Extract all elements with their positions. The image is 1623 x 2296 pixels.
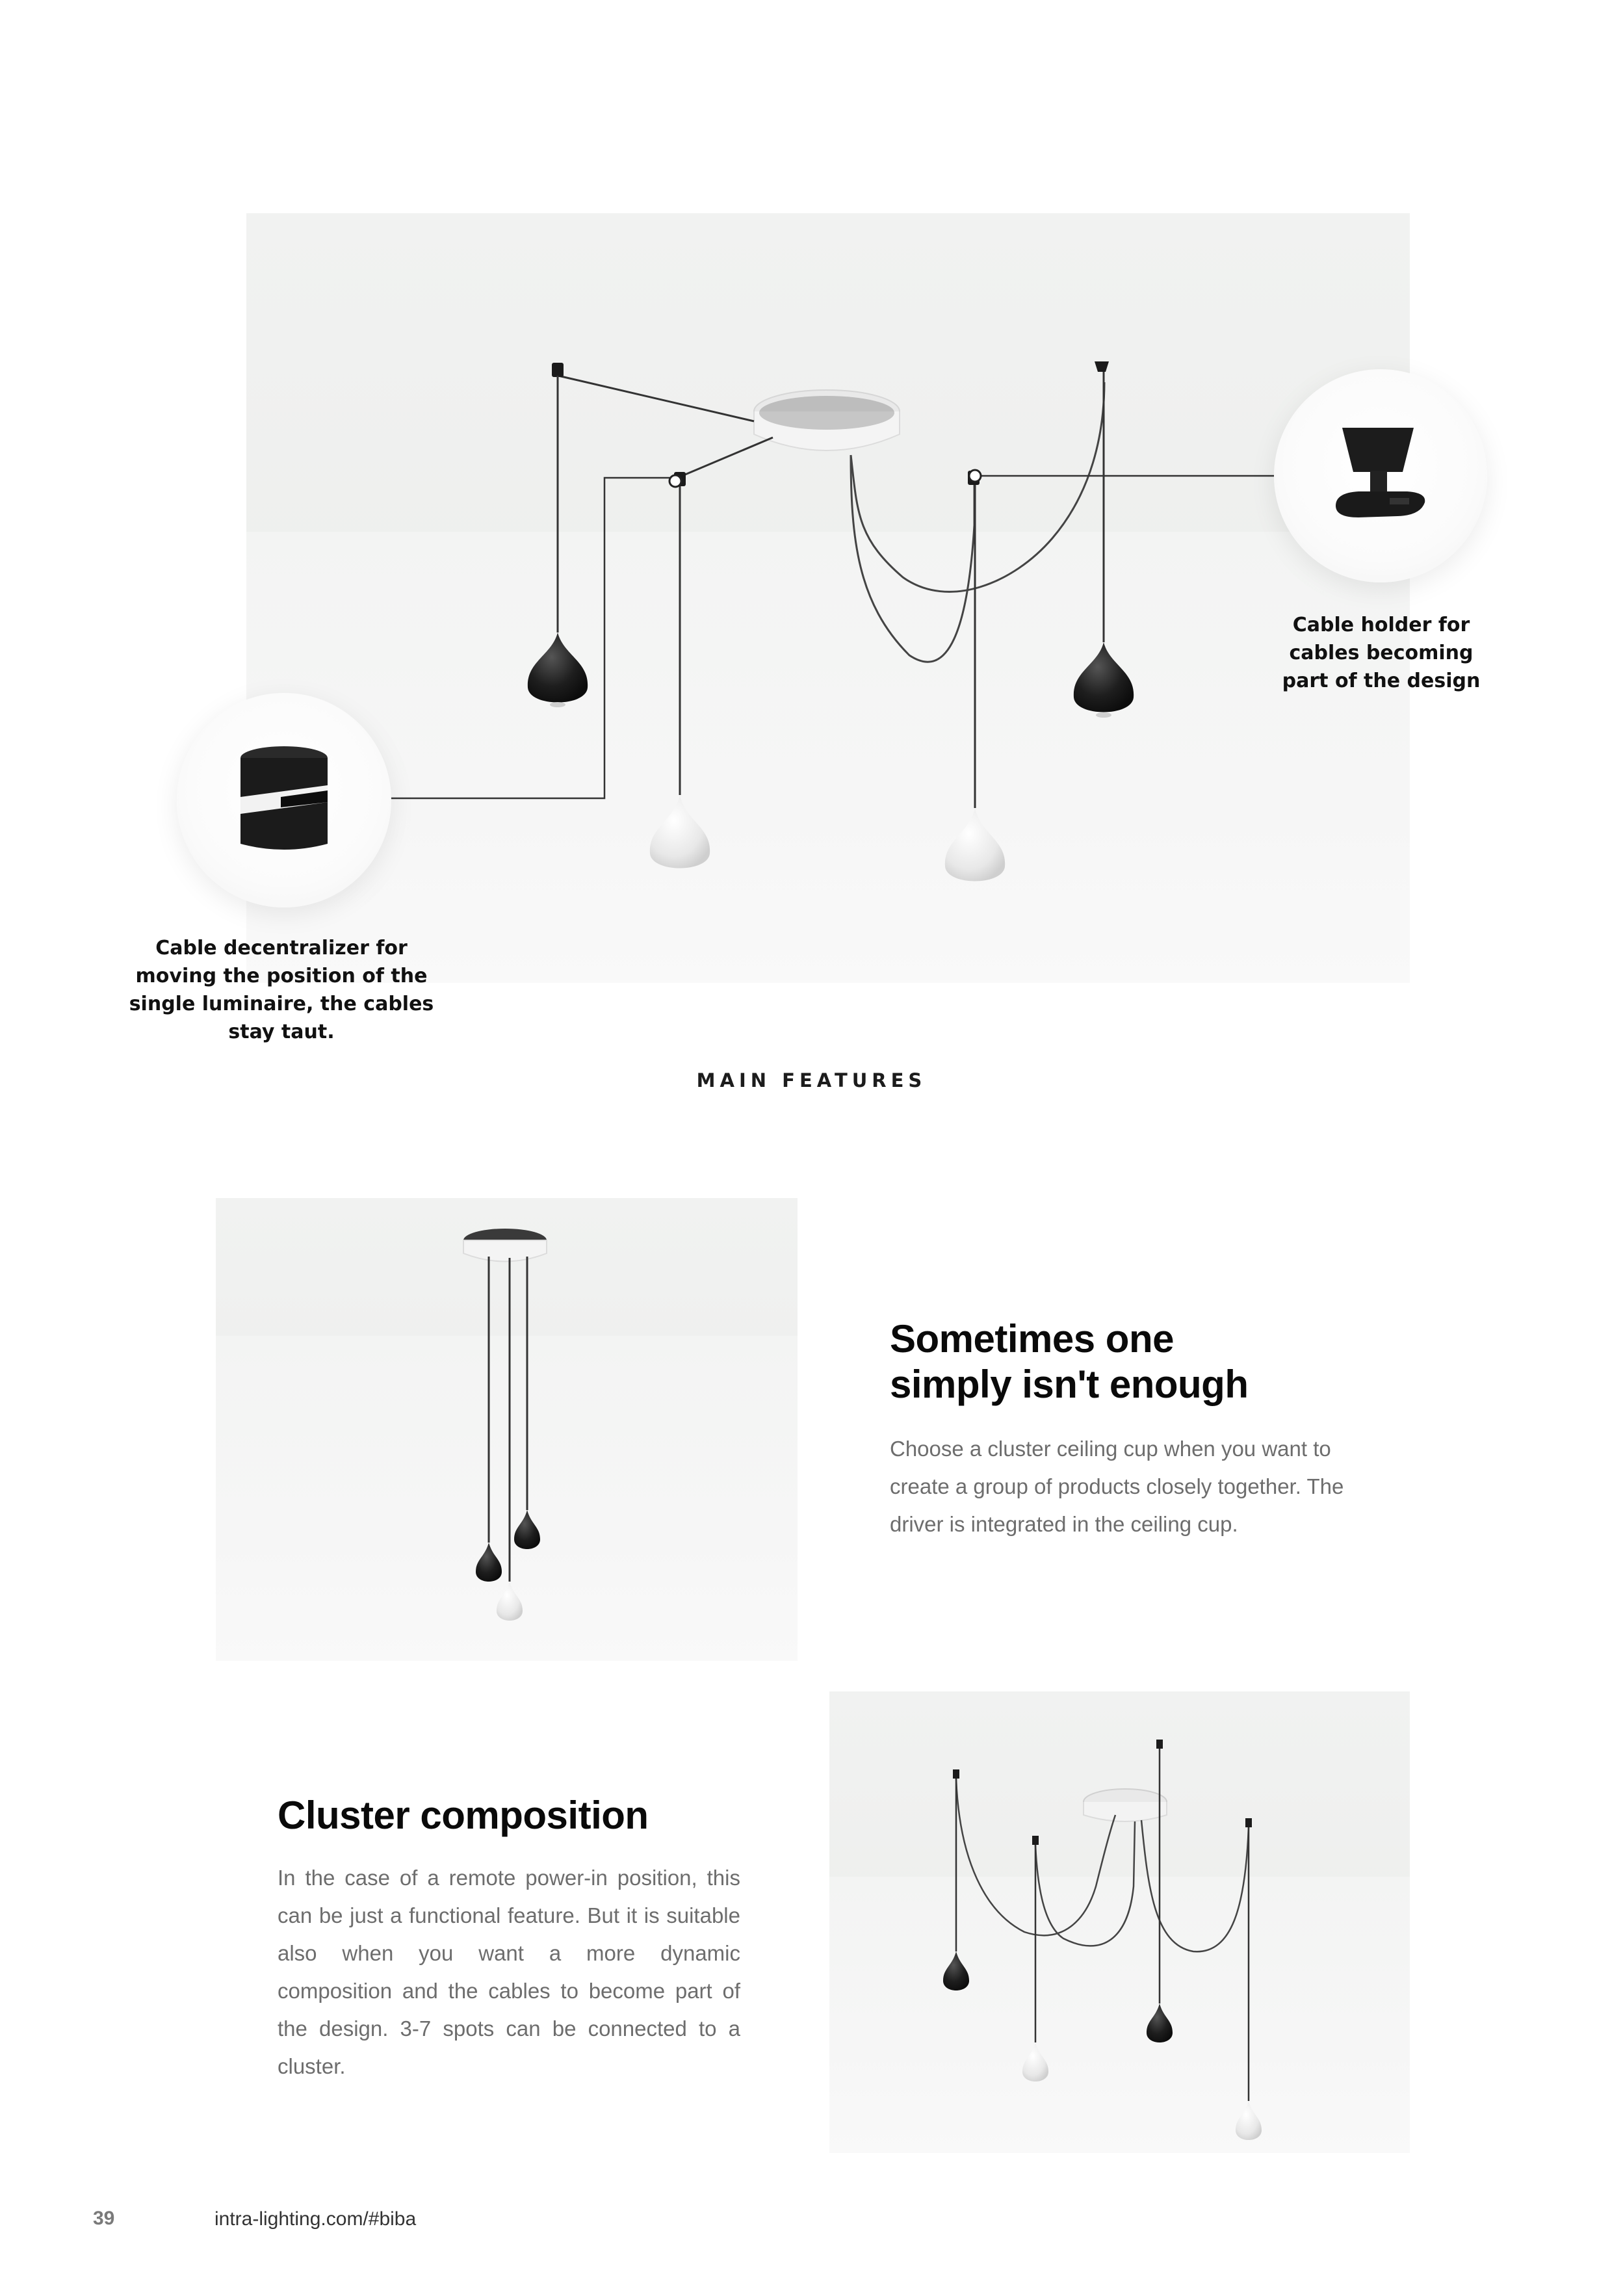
cluster-illustration (216, 1198, 798, 1661)
cable-holder-callout (1274, 369, 1487, 582)
cable-decentralizer-callout (177, 693, 391, 907)
section-label: MAIN FEATURES (696, 1069, 927, 1091)
cable-holder-caption: Cable holder for cables becoming part of the design (1282, 614, 1481, 692)
cable-holder-icon (1274, 369, 1487, 582)
composition-illustration (829, 1691, 1410, 2153)
page-number: 39 (93, 2208, 115, 2229)
feature-1-heading-line2: simply isn't enough (890, 1363, 1249, 1406)
cable-decentralizer-caption: Cable decentralizer for moving the position of the single luminaire, the cables stay taut. (129, 937, 434, 1043)
cluster-photo (216, 1198, 798, 1661)
feature-1-body: Choose a cluster ceiling cup when you want to create a group of products closely together. The driver is integrated in the ceiling cup. (890, 1437, 1344, 1536)
cable-decentralizer-icon (177, 693, 391, 907)
feature-1-heading (890, 1316, 1384, 1407)
composition-photo (829, 1691, 1410, 2153)
feature-1-heading-line1: Sometimes one (890, 1317, 1174, 1361)
footer-url[interactable]: intra-lighting.com/#biba (214, 2208, 417, 2230)
feature-2-heading: Cluster composition (278, 1794, 649, 1837)
feature-2-body: In the case of a remote power-in position, this can be just a functional feature. But it is suitable also when you want a more dynamic composition and the cables to become part of the design. 3-7 spots can be connected to a cluster. (278, 1866, 740, 2078)
